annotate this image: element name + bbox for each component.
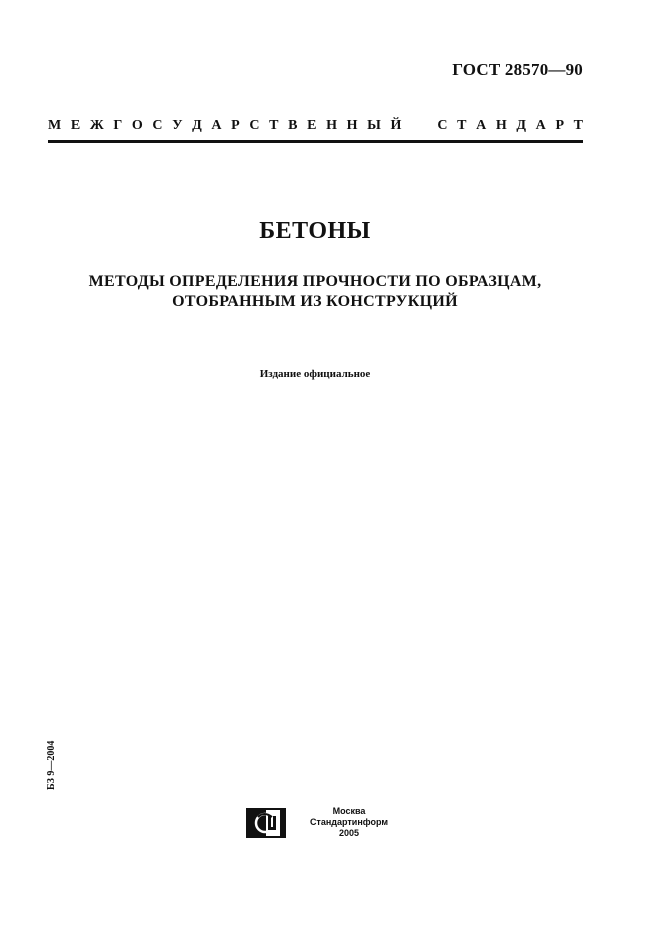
- interstate-letter: Д: [192, 118, 202, 133]
- interstate-letter: С: [249, 118, 260, 133]
- interstate-letter: А: [211, 118, 222, 133]
- interstate-letter: Ы: [367, 118, 381, 133]
- interstate-standard-heading: [48, 118, 583, 134]
- standartinform-logo-icon: [246, 808, 286, 838]
- interstate-letter: Й: [390, 118, 402, 133]
- interstate-letter: А: [476, 118, 487, 133]
- edition-label: Издание официальное: [259, 368, 371, 380]
- interstate-letter: [411, 118, 415, 134]
- interstate-letter: Е: [70, 118, 81, 133]
- heading-rule: [48, 140, 583, 143]
- interstate-letter: Ж: [89, 118, 104, 133]
- interstate-letter: Н: [326, 118, 337, 133]
- publisher-name: Стандартинформ: [309, 817, 389, 827]
- publisher-year: 2005: [338, 828, 360, 838]
- subtitle-line-2: ОТОБРАННЫМ ИЗ КОНСТРУКЦИЙ: [172, 293, 458, 310]
- document-subtitle: [0, 272, 630, 312]
- interstate-letter: Н: [346, 118, 358, 133]
- interstate-letter: Г: [113, 118, 123, 133]
- document-title: БЕТОНЫ: [259, 218, 371, 244]
- interstate-letter: В: [288, 118, 298, 133]
- publisher-block: [304, 806, 394, 839]
- publication-code: БЗ 9—2004: [46, 740, 57, 790]
- interstate-letter: Р: [231, 118, 240, 133]
- interstate-letter: Д: [516, 118, 527, 133]
- interstate-letter: Е: [307, 118, 317, 133]
- interstate-letter: У: [172, 118, 183, 133]
- interstate-letter: С: [152, 118, 163, 133]
- interstate-letter: [424, 118, 428, 134]
- interstate-letter: Т: [457, 118, 467, 133]
- interstate-letter: Н: [495, 118, 507, 133]
- interstate-letter: М: [48, 118, 62, 133]
- publisher-city: Москва: [332, 806, 366, 816]
- interstate-letter: Т: [573, 118, 583, 133]
- interstate-letter: О: [131, 118, 143, 133]
- interstate-letter: Р: [555, 118, 564, 133]
- document-number: ГОСТ 28570—90: [452, 60, 583, 79]
- interstate-letter: А: [535, 118, 546, 133]
- interstate-letter: Т: [269, 118, 279, 133]
- interstate-letter: С: [437, 118, 448, 133]
- subtitle-line-1: МЕТОДЫ ОПРЕДЕЛЕНИЯ ПРОЧНОСТИ ПО ОБРАЗЦАМ,: [88, 273, 542, 290]
